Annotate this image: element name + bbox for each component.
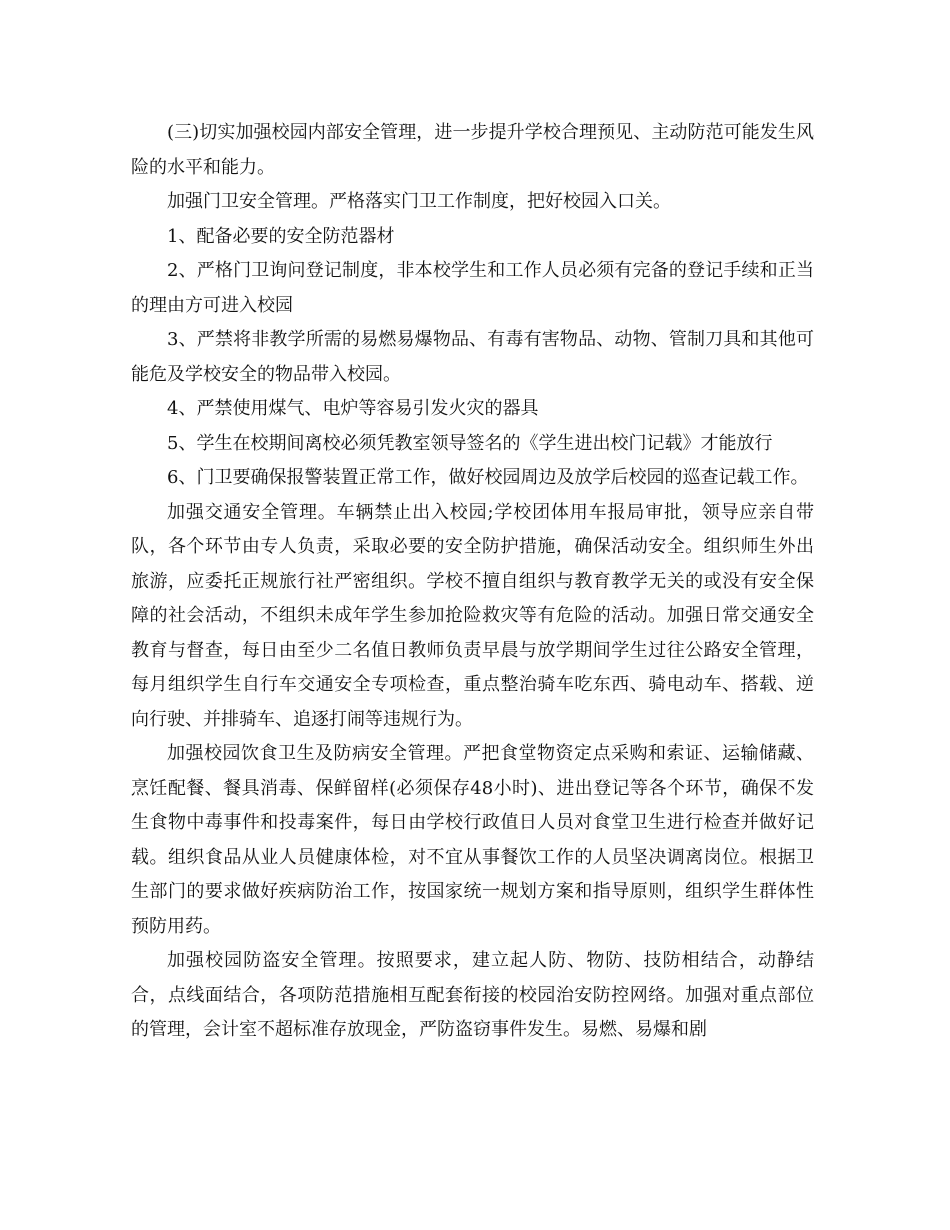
paragraph-gate-security: 加强门卫安全管理。严格落实门卫工作制度，把好校园入口关。 bbox=[167, 191, 671, 212]
list-item-1: 1、配备必要的安全防范器材 bbox=[167, 225, 395, 247]
paragraph-theft-prevention: 加强校园防盗安全管理。按照要求，建立起人防、物防、技防相结合，动静结合，点线面结合，各项防范措施相互配套衔接的校园治安防控网络。加强对重点部位的管理，会计室不超标准存放现金，严防盗窃事件发生。易燃、易爆和剧 bbox=[131, 950, 814, 1040]
list-item-5: 5、学生在校期间离校必须凭教室领导签名的《学生进出校门记载》才能放行 bbox=[167, 432, 773, 454]
list-item-4: 4、严禁使用煤气、电炉等容易引发火灾的器具 bbox=[167, 398, 539, 419]
paragraph-section-heading: (三)切实加强校园内部安全管理，进一步提升学校合理预见、主动防范可能发生风险的水平和能力。 bbox=[131, 122, 814, 178]
document-body bbox=[131, 116, 814, 1048]
list-item-6: 6、门卫要确保报警装置正常工作，做好校园周边及放学后校园的巡查记载工作。 bbox=[167, 467, 809, 488]
list-item-2: 2、严格门卫询问登记制度，非本校学生和工作人员必须有完备的登记手续和正当的理由方可进入校园 bbox=[131, 260, 814, 316]
paragraph-traffic-safety: 加强交通安全管理。车辆禁止出入校园;学校团体用车报局审批，领导应亲自带队，各个环节由专人负责，采取必要的安全防护措施，确保活动安全。组织师生外出旅游，应委托正规旅行社严密组织。学校不擅自组织与教育教学无关的或没有安全保障的社会活动，不组织未成年学生参加抢险救灾等有危险的活动。加强日常交通安全教育与督查，每日由至少二名值日教师负责早晨与放学期间学生过往公路安全管理，每月组织学生自行车交通安全专项检查，重点整治骑车吃东西、骑电动车、搭载、逆向行驶、并排骑车、追逐打闹等违规行为。 bbox=[131, 501, 814, 730]
paragraph-food-safety: 加强校园饮食卫生及防病安全管理。严把食堂物资定点采购和索证、运输储藏、烹饪配餐、餐具消毒、保鲜留样(必须保存48小时)、进出登记等各个环节，确保不发生食物中毒事件和投毒案件，每日由学校行政值日人员对食堂卫生进行检查并做好记载。组织食品从业人员健康体检，对不宜从事餐饮工作的人员坚决调离岗位。根据卫生部门的要求做好疾病防治工作，按国家统一规划方案和指导原则，组织学生群体性预防用药。 bbox=[131, 743, 814, 937]
list-item-3: 3、严禁将非教学所需的易燃易爆物品、有毒有害物品、动物、管制刀具和其他可能危及学校安全的物品带入校园。 bbox=[131, 329, 814, 385]
